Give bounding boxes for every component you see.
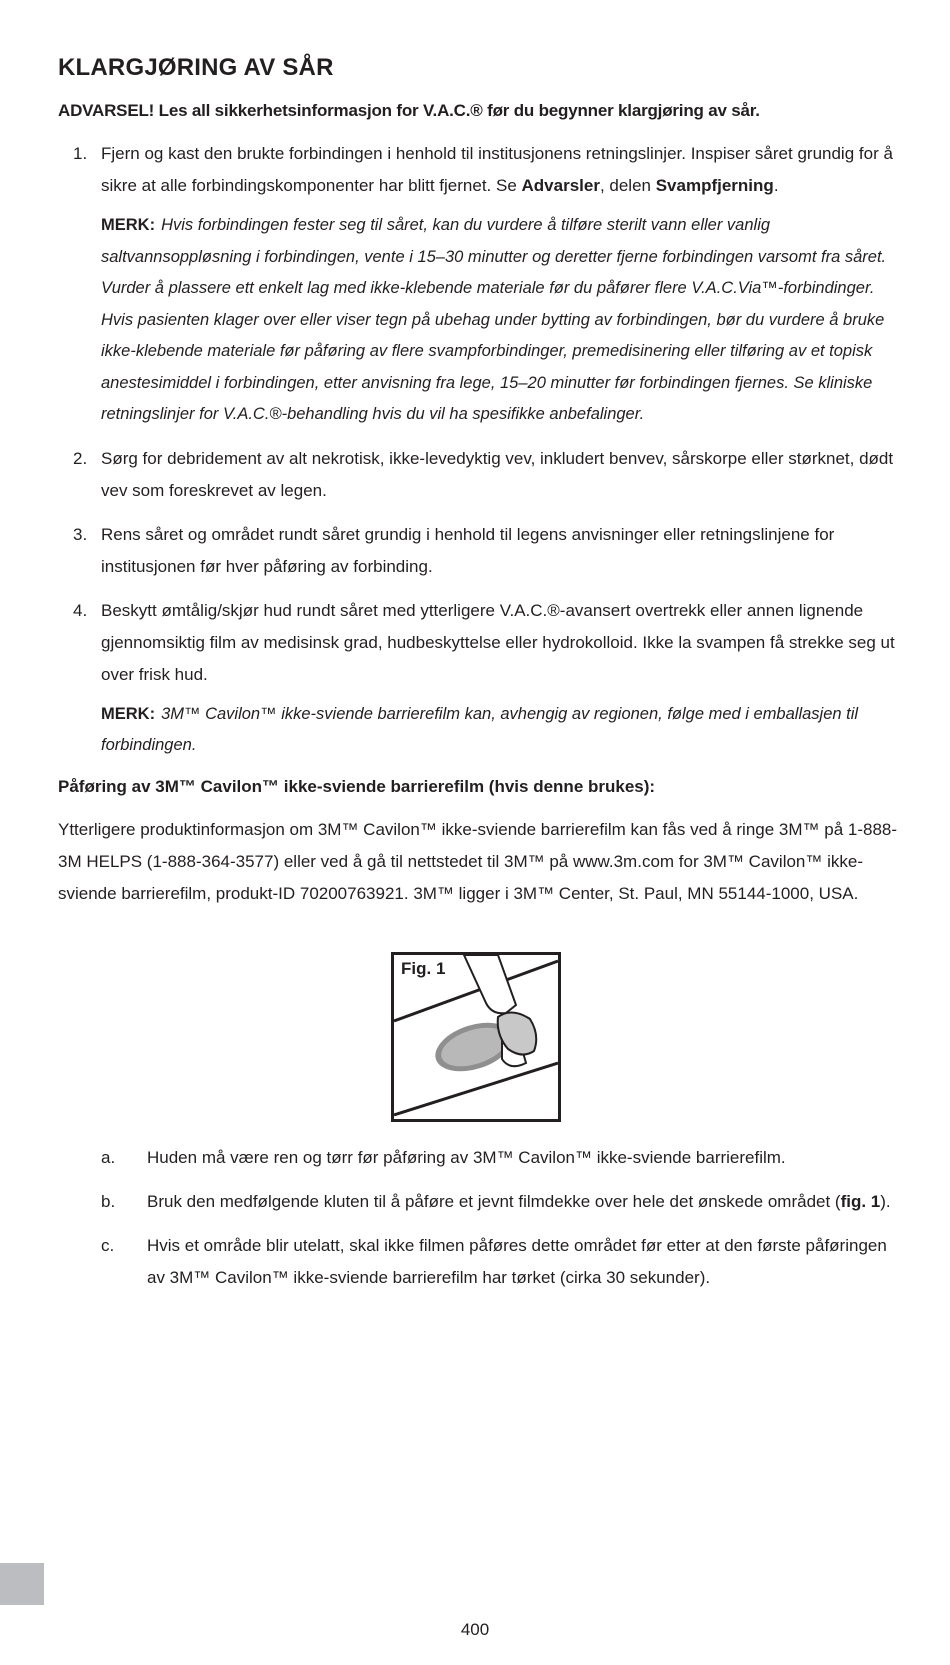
substep-letter: b. [101,1191,116,1211]
step-number: 3. [73,524,88,544]
step-text-bold: Svampfjerning [655,176,774,195]
step-number: 2. [73,448,88,468]
substep-c [58,1230,898,1294]
product-info: Ytterligere produktinformasjon om 3M™ Cavilon™ ikke-sviende barrierefilm kan fås ved å ringe 3M™ på 1-888-3M HELPS (1-888-364-3577) eller ved å gå til nettstedet til 3M™ på www.3m.com for 3M™ Cavilon™ ikke-sviende barrierefilm, produkt-ID 70200763921. 3M™ ligger i 3M™ Center, St. Paul, MN 55144-1000, USA. [58,819,898,903]
step-number: 1. [73,144,88,163]
step-3 [58,519,898,583]
substep-letter: a. [101,1147,116,1167]
step-text-part: . [773,176,779,195]
note-text-2: Hvis pasienten klager over eller viser tegn på ubehag under bytting av forbindingen, bør du vurdere å bruke ikke-klebende materiale før påføring av flere svampforbindinger, premedisinering eller tilføring av et topisk anestesimiddel i forbindingen, etter anvisning fra lege, 15–20 minutter før forbindingen fjernes. Se kliniske retningslinjer for V.A.C.®-behandling hvis du vil ha spesifikke anbefalinger. [101,310,885,423]
note-text: Hvis forbindingen fester seg til såret, kan du vurdere å tilføre sterilt vann eller vanlig saltvannsoppløsning i forbindingen, vente i 15–30 minutter og deretter fjerne forbindingen varsomt fra såret. Vurder å plassere ett enkelt lag med ikke-klebende materiale før du påfører flere V.A.C.Via™-forbindinger. [101,216,887,297]
note [101,699,898,762]
substep-text-part: Bruk den medfølgende kluten til å påføre et jevnt filmdekke over hele det ønskede området ( [147,1191,841,1211]
figure-reference: fig. 1 [840,1191,881,1211]
step-text-bold: Advarsler [521,176,600,195]
step-text [101,138,898,202]
note [101,210,898,305]
steps-list [58,138,898,762]
substep-text [147,1186,898,1218]
figure-1 [391,952,561,1122]
page-title: KLARGJØRING AV SÅR [58,54,334,81]
substep-letter: c. [101,1235,115,1255]
step-number: 4. [73,600,88,620]
substep-b [58,1186,898,1218]
substep-text-part: ). [880,1191,891,1211]
substep-text: Hvis et område blir utelatt, skal ikke filmen påføres dette området før etter at den første påføringen av 3M™ Cavilon™ ikke-sviende barrierefilm har tørket (cirka 30 sekunder). [147,1235,887,1287]
step-4 [58,595,898,762]
step-text: Rens såret og området rundt såret grundig i henhold til legens anvisninger eller retningslinjene for institusjonen før hver påføring av forbinding. [101,524,835,576]
step-1 [58,138,898,431]
step-text-part: Fjern og kast den brukte forbindingen i henhold til institusjonens retningslinjer. Inspiser såret grundig for å sikre at alle forbindingskomponenter har blitt fjernet. Se [101,144,893,195]
substep-text: Huden må være ren og tørr før påføring av 3M™ Cavilon™ ikke-sviende barrierefilm. [147,1147,786,1167]
step-text: Beskytt ømtålig/skjør hud rundt såret med ytterligere V.A.C.®-avansert overtrekk eller annen lignende gjennomsiktig film av medisinsk grad, hudbeskyttelse eller hydrokolloid. Ikke la svampen få strekke seg ut over frisk hud. [101,600,895,684]
figure-caption: Fig. 1 [399,957,447,981]
step-text: Sørg for debridement av alt nekrotisk, ikke-levedyktig vev, inkludert benvev, sårskorpe eller størknet, dødt vev som foreskrevet av legen. [101,448,894,500]
section-tab-marker [0,1563,44,1605]
substep-a [58,1142,898,1174]
note-label: MERK: [101,216,156,234]
substeps-list [58,1142,898,1294]
step-2 [58,443,898,507]
note-label: MERK: [101,704,156,723]
step-text-part: , delen [599,176,656,195]
warning-text: ADVARSEL! Les all sikkerhetsinformasjon for V.A.C.® før du begynner klargjøring av sår. [58,101,760,120]
note-text: 3M™ Cavilon™ ikke-sviende barrierefilm kan, avhengig av regionen, følge med i emballasjen til forbindingen. [101,704,859,754]
section-subheading: Påføring av 3M™ Cavilon™ ikke-sviende barrierefilm (hvis denne brukes): [58,776,656,796]
page-number: 400 [460,1620,490,1639]
page-content [58,52,898,1306]
